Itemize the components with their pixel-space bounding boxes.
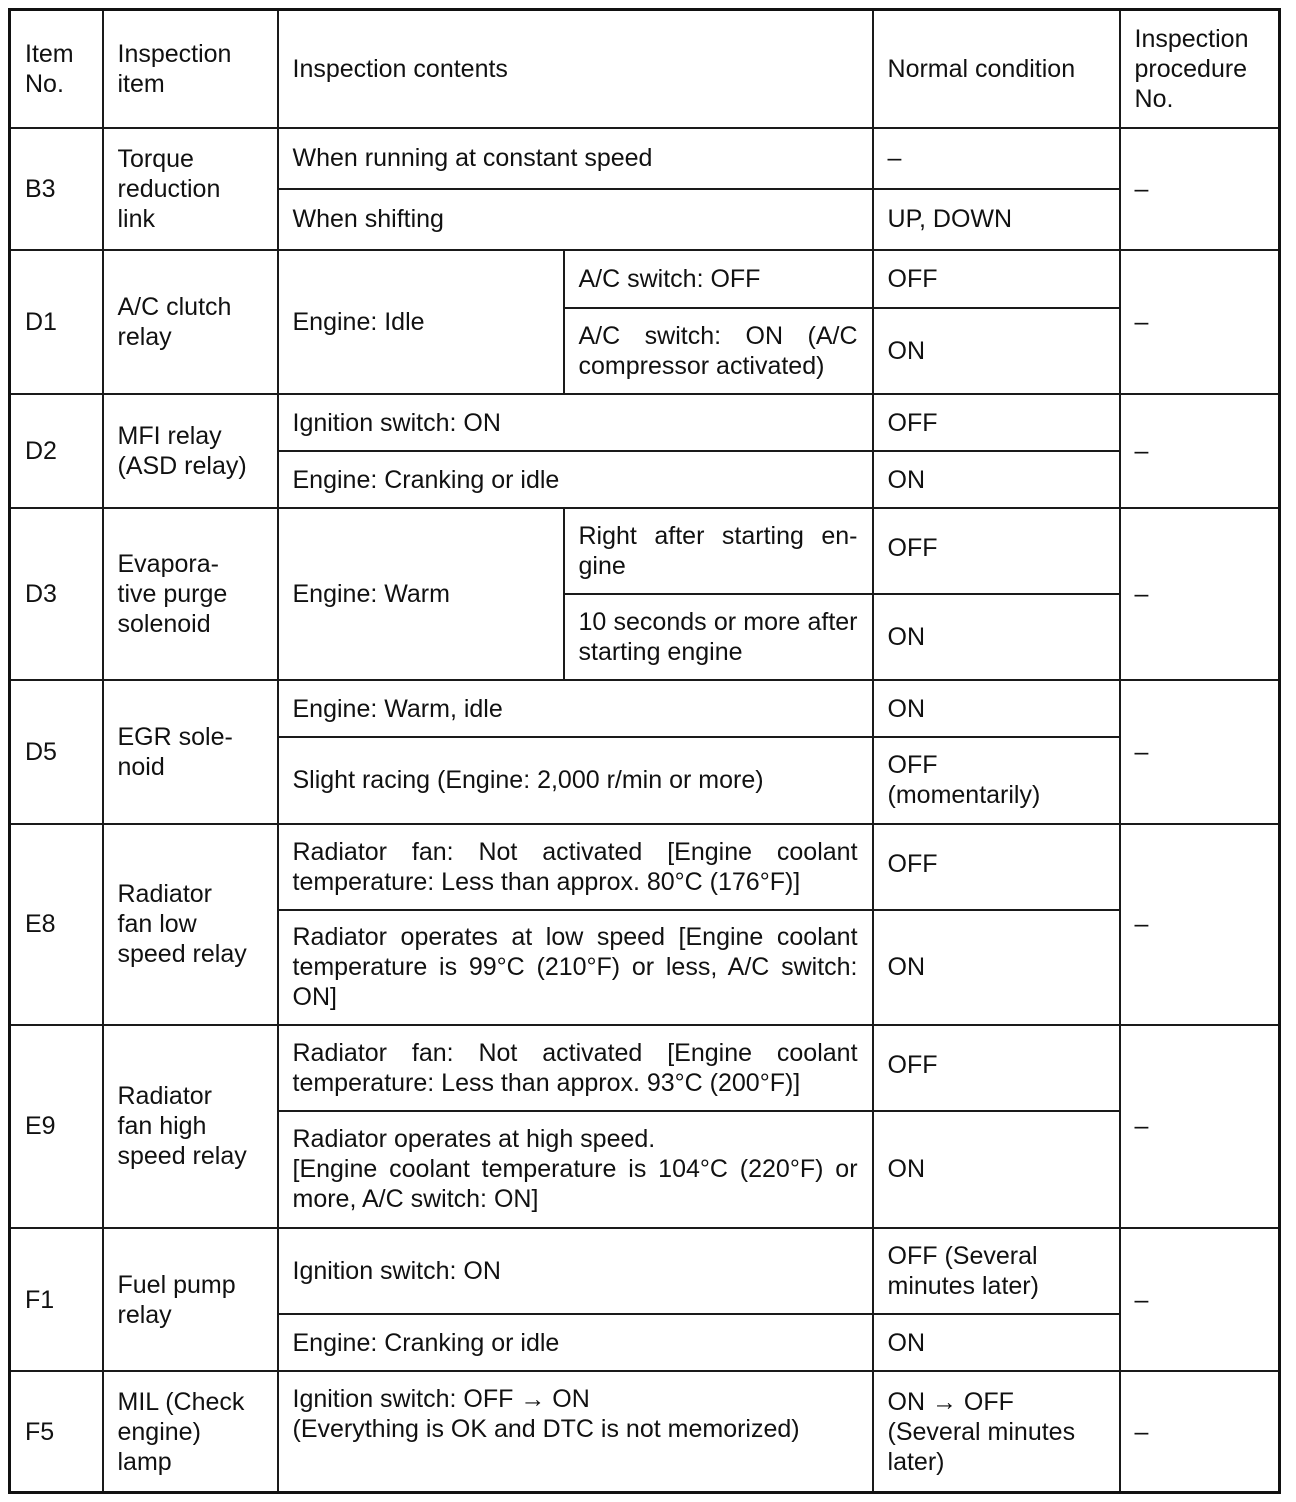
normal-condition-cell: ON — [873, 594, 1120, 680]
header-inspection-item: Inspection item — [103, 10, 278, 128]
inspection-subcondition-cell: Right after starting en-gine — [564, 508, 873, 594]
item-no-cell: E9 — [10, 1025, 103, 1228]
normal-condition-cell: UP, DOWN — [873, 189, 1120, 250]
table-row — [10, 1025, 1280, 1111]
inspection-contents-cell: Ignition switch: ON — [278, 394, 873, 451]
normal-condition-cell: OFF — [873, 394, 1120, 451]
item-no-cell: D3 — [10, 508, 103, 680]
contents-line: Radiator operates at high speed. — [292, 1125, 656, 1154]
header-inspection-contents: Inspection contents — [278, 10, 873, 128]
inspection-subcondition-cell: 10 seconds or more after starting engine — [564, 594, 873, 680]
inspection-item-cell: MFI relay (ASD relay) — [103, 394, 278, 508]
inspection-contents-cell: Engine: Warm, idle — [278, 680, 873, 737]
normal-condition-cell: OFF (momentarily) — [873, 737, 1120, 823]
inspection-contents-cell: Engine: Cranking or idle — [278, 451, 873, 508]
inspection-contents-cell: Radiator fan: Not activated [Engine coolant temperature: Less than approx. 80°C (176°F)] — [278, 824, 873, 910]
contents-line: (Everything is OK and DTC is not memorized) — [292, 1415, 800, 1444]
table-row — [10, 508, 1280, 594]
normal-condition-cell: ON — [873, 308, 1120, 394]
inspection-subcondition-cell: A/C switch: OFF — [564, 250, 873, 308]
inspection-item-cell: Radiator fan high speed relay — [103, 1025, 278, 1228]
inspection-item-cell: Torque reduction link — [103, 128, 278, 250]
procedure-no-cell: – — [1120, 680, 1280, 823]
table-row — [10, 250, 1280, 308]
table-row — [10, 1371, 1280, 1492]
header-row — [10, 10, 1280, 128]
table-row — [10, 680, 1280, 737]
normal-condition-cell: OFF — [873, 1025, 1120, 1111]
normal-condition-cell: OFF — [873, 250, 1120, 308]
contents-line: Ignition switch: OFF → ON — [292, 1385, 590, 1414]
normal-condition-cell: OFF — [873, 824, 1120, 910]
inspection-contents-cell: When shifting — [278, 189, 873, 250]
table-row — [10, 824, 1280, 910]
inspection-subcondition-cell: A/C switch: ON (A/C compressor activated) — [564, 308, 873, 394]
inspection-contents-cell: Ignition switch: ON — [278, 1228, 873, 1314]
inspection-contents-cell: Engine: Cranking or idle — [278, 1314, 873, 1371]
inspection-item-cell: MIL (Check engine) lamp — [103, 1371, 278, 1492]
procedure-no-cell: – — [1120, 824, 1280, 1025]
header-item-no: Item No. — [10, 10, 103, 128]
table-row — [10, 128, 1280, 189]
normal-condition-cell: ON — [873, 1314, 1120, 1371]
normal-condition-cell: OFF (Several minutes later) — [873, 1228, 1120, 1314]
table-row — [10, 1228, 1280, 1314]
inspection-condition-cell: Engine: Warm — [278, 508, 564, 680]
procedure-no-cell: – — [1120, 1228, 1280, 1371]
header-procedure-no: Inspection procedure No. — [1120, 10, 1280, 128]
normal-condition-cell: – — [873, 128, 1120, 189]
inspection-contents-cell: Slight racing (Engine: 2,000 r/min or more) — [278, 737, 873, 823]
inspection-item-cell: Radiator fan low speed relay — [103, 824, 278, 1025]
normal-condition-cell: ON → OFF (Several minutes later) — [873, 1371, 1120, 1492]
normal-condition-cell: ON — [873, 910, 1120, 1025]
item-no-cell: E8 — [10, 824, 103, 1025]
inspection-item-cell: Fuel pump relay — [103, 1228, 278, 1371]
normal-condition-cell: OFF — [873, 508, 1120, 594]
item-no-cell: F5 — [10, 1371, 103, 1492]
inspection-contents-cell: Radiator operates at low speed [Engine coolant temperature is 99°C (210°F) or less, A/C switch: ON] — [278, 910, 873, 1025]
inspection-item-cell: Evapora- tive purge solenoid — [103, 508, 278, 680]
inspection-contents-cell: When running at constant speed — [278, 128, 873, 189]
procedure-no-cell: – — [1120, 128, 1280, 250]
header-normal-condition: Normal condition — [873, 10, 1120, 128]
item-no-cell: B3 — [10, 128, 103, 250]
contents-line: [Engine coolant temperature is 104°C (220°F) or more, A/C switch: ON] — [292, 1155, 858, 1214]
item-no-cell: D2 — [10, 394, 103, 508]
procedure-no-cell: – — [1120, 508, 1280, 680]
inspection-contents-cell — [278, 1111, 873, 1228]
inspection-item-cell: A/C clutch relay — [103, 250, 278, 394]
normal-condition-cell: ON — [873, 1111, 1120, 1228]
item-no-cell: D1 — [10, 250, 103, 394]
procedure-no-cell: – — [1120, 1025, 1280, 1228]
item-no-cell: F1 — [10, 1228, 103, 1371]
inspection-item-cell: EGR sole- noid — [103, 680, 278, 823]
inspection-table — [8, 8, 1281, 1494]
inspection-contents-cell: Radiator fan: Not activated [Engine coolant temperature: Less than approx. 93°C (200°F)] — [278, 1025, 873, 1111]
procedure-no-cell: – — [1120, 250, 1280, 394]
inspection-condition-cell: Engine: Idle — [278, 250, 564, 394]
normal-condition-cell: ON — [873, 451, 1120, 508]
table-row — [10, 394, 1280, 451]
normal-condition-cell: ON — [873, 680, 1120, 737]
item-no-cell: D5 — [10, 680, 103, 823]
inspection-contents-cell — [278, 1371, 873, 1492]
procedure-no-cell: – — [1120, 394, 1280, 508]
procedure-no-cell: – — [1120, 1371, 1280, 1492]
